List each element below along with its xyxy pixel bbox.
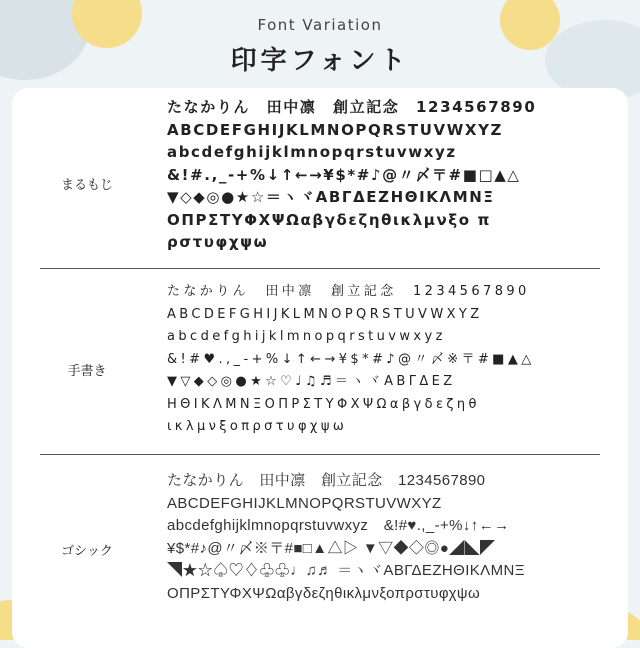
sample-line: ΟΠΡΣΤΥΦΧΨΩαβγδεζηθικλμνξοπρστυφχψω [167,584,481,602]
sample-line: ▼▽◆◇◎●★☆♡♩♫♬＝ヽヾΑΒΓΔΕΖ [167,374,456,389]
sample-line: ABCDEFGHIJKLMNOPQRSTUVWXYZ [167,306,483,322]
sample-line: ABCDEFGHIJKLMNOPQRSTUVWXYZ [167,120,504,139]
font-section-gothic [12,454,628,644]
sample-line: &!#♥.,_-+%↓↑←→¥$*#♪@〃〆※〒#■▲△ [167,351,535,367]
page-title: 印字フォント [230,46,410,76]
sample-line: ¥$*#♪@〃〆※〒#■□▲△▷ ▼▽◆◇◎●◢◣◤ [167,539,496,557]
sample-line: &!#.,_-+%↓↑←→¥$*#♪@〃〆〒#■□▲△ [167,165,521,184]
font-label: ゴシック [61,544,113,559]
font-sample [167,281,615,439]
sample-line: ΗΘΙΚΛΜΝΞΟΠΡΣΤΥΦΧΨΩαβγδεζηθ [167,396,480,412]
sample-line: ABCDEFGHIJKLMNOPQRSTUVWXYZ [167,494,442,512]
sample-line: ΟΠΡΣΤΥΦΧΨΩαβγδεζηθικλμνξο π [167,210,491,229]
sample-line: ▼◇◆◎●★☆＝ヽヾΑΒΓΔΕΖΗΘΙΚΛΜΝΞ [167,188,495,206]
page-subtitle: Font Variation [257,16,383,34]
sample-line: たなかりん 田中凛 創立記念 1234567890 [167,472,486,489]
sample-line: たなかりん 田中凛 創立記念 1234567890 [167,98,537,116]
sample-line: abcdefghijklmnopqrstuvwxyz [167,143,457,161]
font-sample [167,96,615,254]
sample-line: ικλμνξοπρστυφχψω [167,419,348,434]
font-sample [167,470,615,605]
sample-line: abcdefghijklmnopqrstuvwxyz &!#♥.,_-+%↓↑←→ [167,517,510,534]
font-label: まるもじ [60,178,113,193]
sample-line: ρστυφχψω [167,233,269,251]
font-sample-card [12,88,628,648]
font-section-tegaki [12,268,628,454]
sample-line: abcdefghijklmnopqrstuvwxyz [167,329,446,344]
sample-line: ◥★☆♤♡♢♧♧♩♫♬ ＝ヽヾΑΒΓΔΕΖΗΘΙΚΛΜΝΞ [167,562,525,579]
font-label: 手書き [67,364,107,379]
page-header [0,0,640,86]
font-section-maru [12,88,628,268]
sample-line: たなかりん 田中凛 創立記念 1234567890 [167,284,530,299]
